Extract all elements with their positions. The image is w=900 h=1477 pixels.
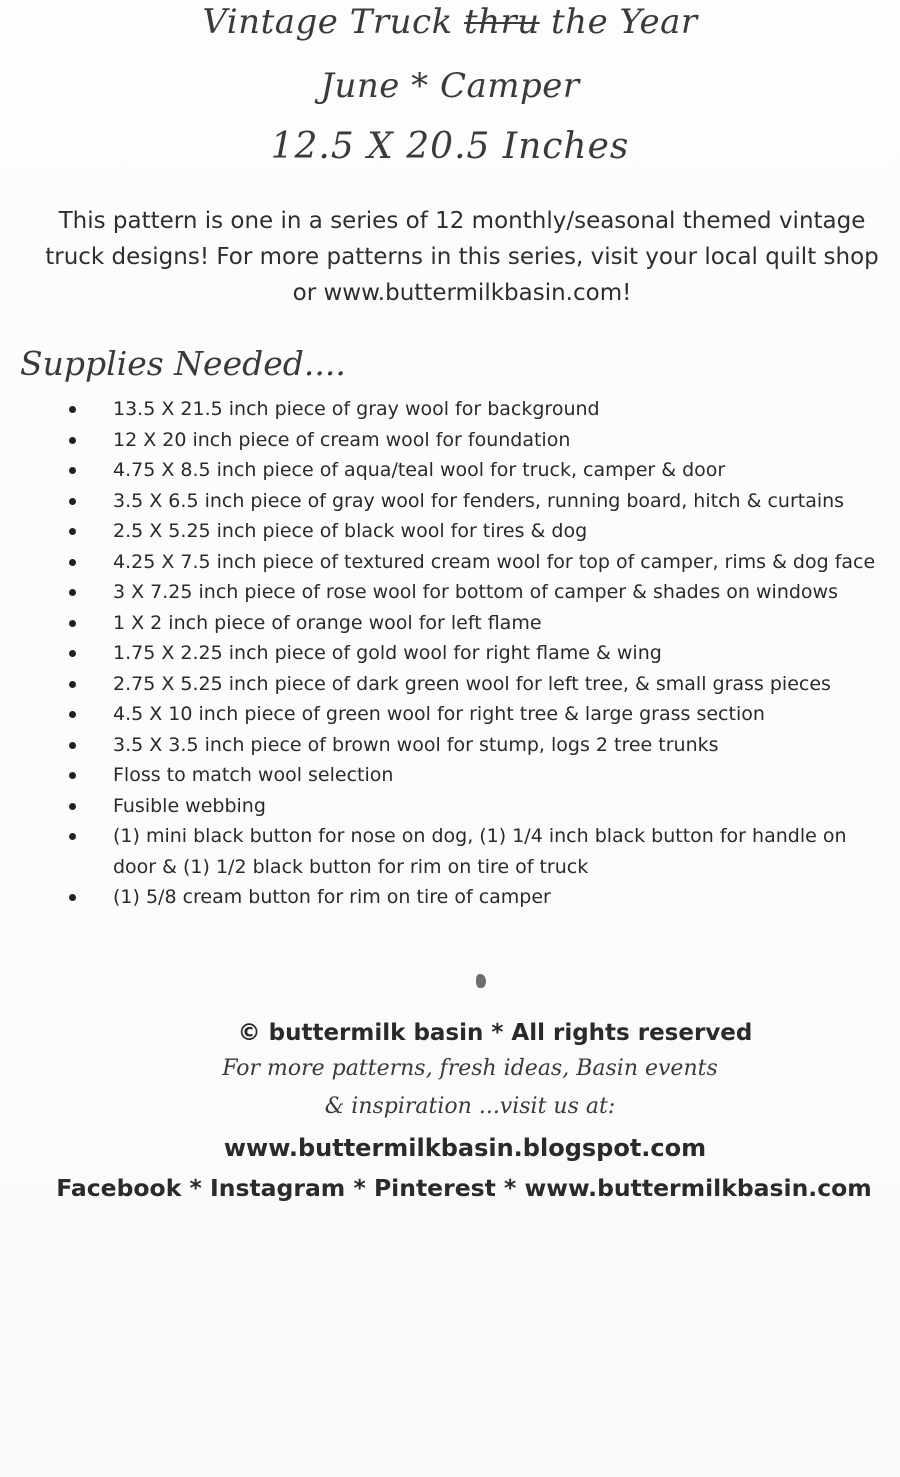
- list-item: 1.75 X 2.25 inch piece of gold wool for right flame & wing: [0, 638, 900, 669]
- title-part-1: Vintage Truck: [202, 2, 464, 42]
- list-item: 3.5 X 6.5 inch piece of gray wool for fenders, running board, hitch & curtains: [0, 486, 900, 517]
- bullet-icon: [69, 772, 76, 779]
- bullet-icon: [69, 467, 76, 474]
- social-links: Facebook * Instagram * Pinterest * www.buttermilkbasin.com: [56, 1174, 872, 1202]
- intro-paragraph: [22, 203, 900, 311]
- list-item: 2.75 X 5.25 inch piece of dark green wool for left tree, & small grass pieces: [0, 669, 900, 700]
- list-item: Fusible webbing: [0, 791, 900, 822]
- more-info-line-1: For more patterns, fresh ideas, Basin events: [222, 1056, 718, 1081]
- bullet-icon: [69, 833, 76, 840]
- bullet-icon: [69, 620, 76, 627]
- title-strikethrough-word: thru: [463, 2, 540, 42]
- supplies-list: [0, 394, 900, 913]
- list-item: 12 X 20 inch piece of cream wool for foundation: [0, 425, 900, 456]
- bullet-icon: [69, 894, 76, 901]
- list-item: 4.75 X 8.5 inch piece of aqua/teal wool for truck, camper & door: [0, 455, 900, 486]
- list-item: 3 X 7.25 inch piece of rose wool for bottom of camper & shades on windows: [0, 577, 900, 608]
- list-item: Floss to match wool selection: [0, 760, 900, 791]
- bullet-icon: [69, 437, 76, 444]
- bullet-icon: [69, 498, 76, 505]
- bullet-icon: [69, 742, 76, 749]
- blog-url: www.buttermilkbasin.blogspot.com: [223, 1134, 707, 1162]
- bullet-icon: [69, 589, 76, 596]
- bullet-icon: [69, 559, 76, 566]
- bullet-icon: [69, 711, 76, 718]
- list-item: 1 X 2 inch piece of orange wool for left flame: [0, 608, 900, 639]
- more-info-line-2: & inspiration ...visit us at:: [324, 1094, 616, 1119]
- intro-line-3: or www.buttermilkbasin.com!: [292, 280, 632, 306]
- bullet-icon: [69, 803, 76, 810]
- title-part-2: the Year: [539, 2, 698, 42]
- intro-line-2: truck designs! For more patterns in this series, visit your local quilt shop: [45, 244, 879, 270]
- pattern-size: 12.5 X 20.5 Inches: [270, 126, 630, 167]
- pattern-title: [0, 2, 900, 42]
- list-item: (1) 5/8 cream button for rim on tire of camper: [0, 882, 900, 913]
- list-item: 4.25 X 7.5 inch piece of textured cream wool for top of camper, rims & dog face: [0, 547, 900, 578]
- bullet-icon: [69, 528, 76, 535]
- list-item: 2.5 X 5.25 inch piece of black wool for tires & dog: [0, 516, 900, 547]
- pattern-subtitle: June * Camper: [320, 66, 580, 106]
- bullet-icon: [69, 681, 76, 688]
- list-item: 3.5 X 3.5 inch piece of brown wool for stump, logs 2 tree trunks: [0, 730, 900, 761]
- intro-line-1: This pattern is one in a series of 12 monthly/seasonal themed vintage: [58, 208, 866, 234]
- bullet-icon: [69, 650, 76, 657]
- ink-speck: [476, 974, 486, 988]
- copyright-line: © buttermilk basin * All rights reserved: [237, 1020, 753, 1046]
- bullet-icon: [69, 406, 76, 413]
- list-item: 4.5 X 10 inch piece of green wool for right tree & large grass section: [0, 699, 900, 730]
- list-item: 13.5 X 21.5 inch piece of gray wool for background: [0, 394, 900, 425]
- supplies-heading: Supplies Needed....: [20, 344, 346, 383]
- list-item: (1) mini black button for nose on dog, (1) 1/4 inch black button for handle on door & (1) 1/2 black button for rim on tire of truck: [0, 821, 900, 882]
